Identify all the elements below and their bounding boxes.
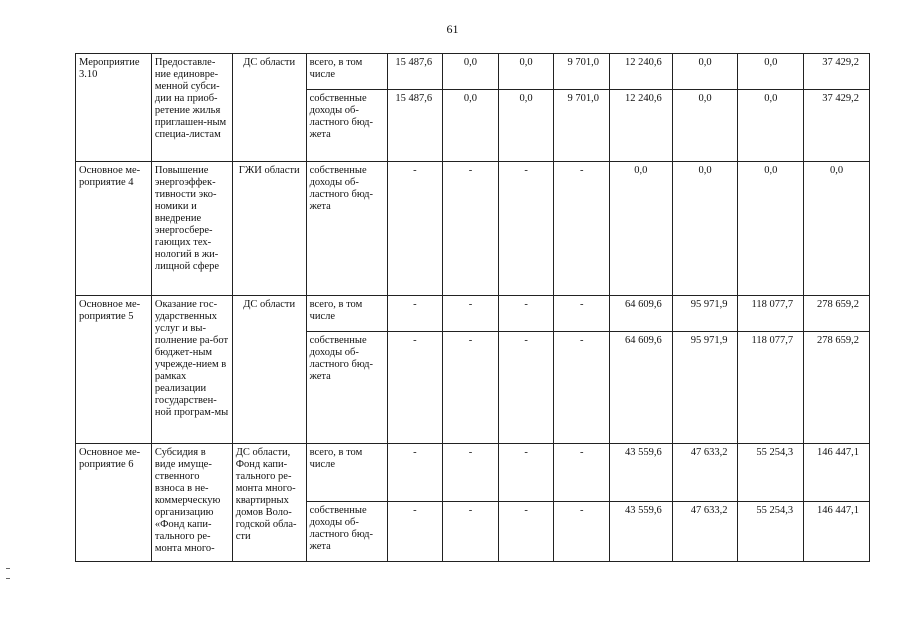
value-cell: - [387, 296, 443, 332]
budget-table [75, 53, 870, 562]
description-cell: Предоставле-ние единовре-менной субси-дии на приоб-ретение жилья приглашен-ным специа-листам [151, 54, 232, 162]
executor-cell: ДС области [232, 54, 306, 162]
value-cell: 0,0 [804, 162, 870, 296]
value-cell: - [443, 444, 499, 502]
event-cell: Основное ме-роприятие 5 [76, 296, 152, 444]
event-cell: Основное ме-роприятие 6 [76, 444, 152, 562]
value-cell: 64 609,6 [610, 332, 673, 444]
value-cell: - [554, 444, 610, 502]
value-cell: 0,0 [672, 54, 738, 90]
value-cell: - [498, 444, 554, 502]
value-cell: 0,0 [498, 90, 554, 162]
value-cell: - [387, 502, 443, 562]
value-cell: 95 971,9 [672, 332, 738, 444]
value-cell: 0,0 [672, 90, 738, 162]
value-cell: - [554, 502, 610, 562]
executor-cell: ДС области [232, 296, 306, 444]
value-cell: 55 254,3 [738, 502, 804, 562]
table-row [76, 54, 870, 90]
value-cell: 118 077,7 [738, 296, 804, 332]
source-cell: собственные доходы об-ластного бюд-жета [306, 502, 387, 562]
table-row [76, 296, 870, 332]
value-cell: 146 447,1 [804, 444, 870, 502]
event-cell: Мероприятие 3.10 [76, 54, 152, 162]
table-row [76, 162, 870, 296]
value-cell: 278 659,2 [804, 332, 870, 444]
value-cell: 146 447,1 [804, 502, 870, 562]
value-cell: 47 633,2 [672, 444, 738, 502]
value-cell: 118 077,7 [738, 332, 804, 444]
value-cell: 15 487,6 [387, 90, 443, 162]
value-cell: 95 971,9 [672, 296, 738, 332]
value-cell: - [554, 296, 610, 332]
table-row [76, 444, 870, 502]
source-cell: собственные доходы об-ластного бюд-жета [306, 332, 387, 444]
page-number: 61 [446, 22, 459, 36]
value-cell: 0,0 [738, 54, 804, 90]
value-cell: 12 240,6 [610, 54, 673, 90]
description-cell: Оказание гос-ударственных услуг и вы-полнение ра-бот бюджет-ным учрежде-нием в рамках реализации государствен-ной програм-мы [151, 296, 232, 444]
value-cell: - [498, 162, 554, 296]
source-cell: собственные доходы об-ластного бюд-жета [306, 90, 387, 162]
value-cell: - [554, 332, 610, 444]
value-cell: 0,0 [498, 54, 554, 90]
value-cell: 15 487,6 [387, 54, 443, 90]
executor-cell: ГЖИ области [232, 162, 306, 296]
description-cell: Субсидия в виде имуще-ственного взноса в не-коммерческую организацию «Фонд капи-тального ре-монта много- [151, 444, 232, 562]
value-cell: 0,0 [443, 54, 499, 90]
source-cell: собственные доходы об-ластного бюд-жета [306, 162, 387, 296]
value-cell: 64 609,6 [610, 296, 673, 332]
value-cell: 0,0 [672, 162, 738, 296]
source-cell: всего, в том числе [306, 444, 387, 502]
value-cell: 37 429,2 [804, 54, 870, 90]
value-cell: - [387, 332, 443, 444]
value-cell: 12 240,6 [610, 90, 673, 162]
description-cell: Повышение энергоэффек-тивности эко-номики и внедрение энергосбере-гающих тех-нологий в жи-лищной сфере [151, 162, 232, 296]
scan-edge-mark [6, 578, 10, 579]
value-cell: - [498, 296, 554, 332]
value-cell: - [443, 296, 499, 332]
value-cell: 0,0 [443, 90, 499, 162]
event-cell: Основное ме-роприятие 4 [76, 162, 152, 296]
value-cell: 0,0 [738, 162, 804, 296]
source-cell: всего, в том числе [306, 296, 387, 332]
scan-edge-mark [6, 568, 10, 569]
value-cell: 278 659,2 [804, 296, 870, 332]
value-cell: 0,0 [738, 90, 804, 162]
value-cell: 9 701,0 [554, 54, 610, 90]
value-cell: 43 559,6 [610, 444, 673, 502]
value-cell: 9 701,0 [554, 90, 610, 162]
value-cell: - [387, 162, 443, 296]
value-cell: 55 254,3 [738, 444, 804, 502]
source-cell: всего, в том числе [306, 54, 387, 90]
value-cell: - [443, 502, 499, 562]
value-cell: - [387, 444, 443, 502]
value-cell: 0,0 [610, 162, 673, 296]
value-cell: 37 429,2 [804, 90, 870, 162]
value-cell: - [443, 162, 499, 296]
value-cell: - [554, 162, 610, 296]
value-cell: 47 633,2 [672, 502, 738, 562]
executor-cell: ДС области, Фонд капи-тального ре-монта много-квартирных домов Воло-годской обла-сти [232, 444, 306, 562]
value-cell: 43 559,6 [610, 502, 673, 562]
value-cell: - [498, 332, 554, 444]
value-cell: - [443, 332, 499, 444]
value-cell: - [498, 502, 554, 562]
